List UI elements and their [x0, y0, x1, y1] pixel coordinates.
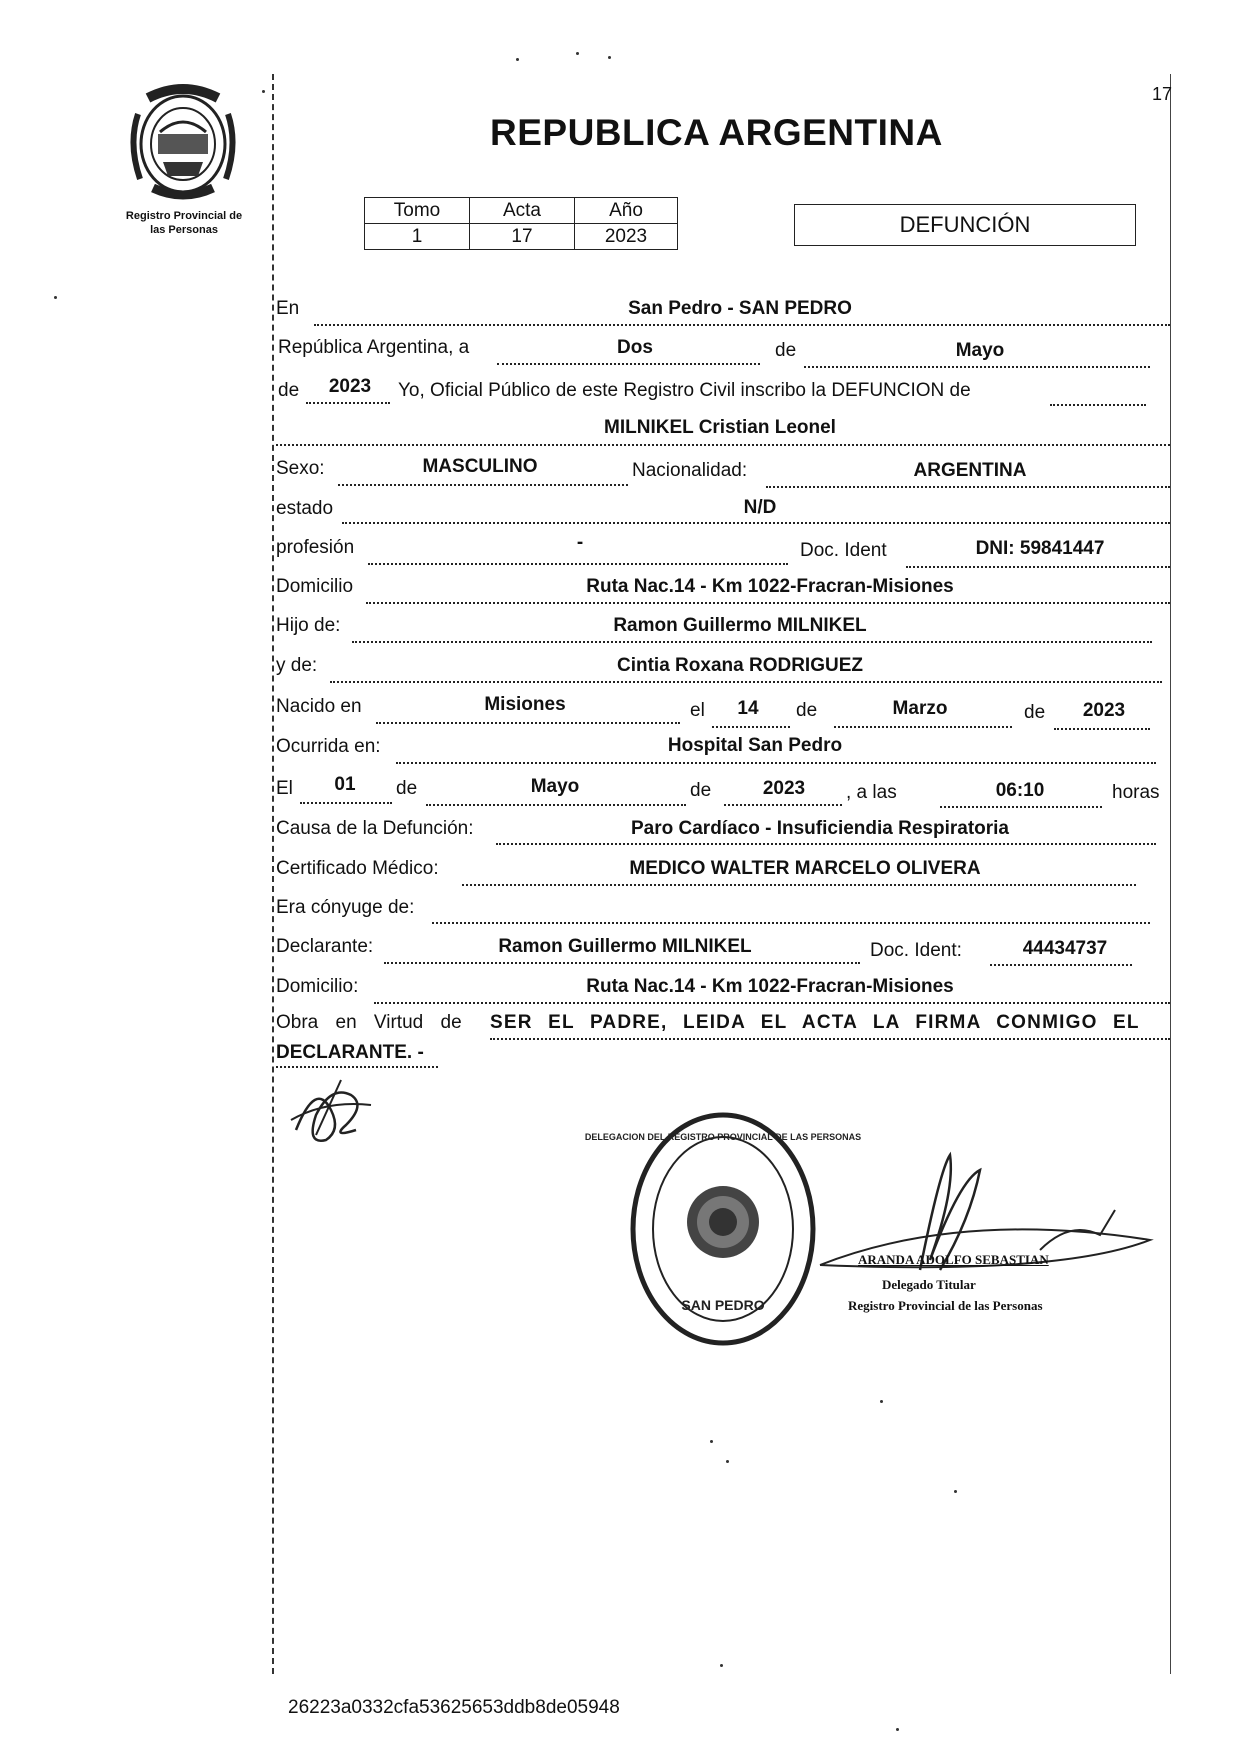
el-label: el — [690, 700, 705, 721]
dotted-line — [1050, 404, 1146, 406]
day-word-value: Dos — [617, 337, 653, 358]
republica-label: República Argentina, a — [278, 337, 470, 358]
de-label: de — [396, 778, 418, 799]
sexo-value: MASCULINO — [422, 456, 538, 477]
fallec-dia-value: 01 — [334, 774, 356, 795]
dotted-line — [396, 762, 1156, 764]
dotted-line — [497, 363, 760, 365]
dotted-line — [276, 1066, 438, 1068]
dotted-line — [432, 922, 1150, 924]
scan-speck — [726, 1460, 729, 1463]
sexo-label: Sexo: — [276, 458, 325, 479]
de-label: de — [278, 380, 300, 401]
doc-ident-label: Doc. Ident — [800, 540, 887, 561]
stamp-outer-text: DELEGACION DEL REGISTRO PROVINCIAL DE LAS PERSONAS — [584, 1132, 862, 1142]
register-header-anio: Año — [575, 198, 678, 224]
profesion-value: - — [576, 532, 584, 553]
registry-name-line1: Registro Provincial de — [125, 210, 243, 222]
scan-speck — [896, 1728, 899, 1731]
dotted-line — [342, 522, 1170, 524]
dotted-line — [314, 324, 1170, 326]
dotted-line — [804, 366, 1150, 368]
domicilio-value: Ruta Nac.14 - Km 1022-Fracran-Misiones — [586, 576, 954, 597]
profesion-label: profesión — [276, 537, 355, 558]
dotted-line — [940, 806, 1102, 808]
de-label: de — [1024, 702, 1046, 723]
nacionalidad-value: ARGENTINA — [913, 460, 1027, 481]
stamp-bottom-text: SAN PEDRO — [681, 1297, 765, 1313]
dotted-line — [990, 964, 1132, 966]
doc-ident2-label: Doc. Ident: — [870, 940, 962, 961]
dotted-line — [906, 566, 1170, 568]
padre-value: Ramon Guillermo MILNIKEL — [613, 615, 867, 636]
estado-value: N/D — [743, 497, 777, 518]
certificado-label: Certificado Médico: — [276, 858, 439, 879]
obra-text2: DECLARANTE. - — [276, 1042, 424, 1063]
scan-speck — [880, 1400, 883, 1403]
right-margin-line — [1170, 74, 1171, 1674]
dotted-line — [300, 802, 392, 804]
scan-speck — [516, 58, 519, 61]
nacionalidad-label: Nacionalidad: — [632, 460, 748, 481]
document-type-box: DEFUNCIÓN — [794, 204, 1136, 246]
causa-label: Causa de la Defunción: — [276, 818, 474, 839]
declarant-signature — [286, 1070, 376, 1150]
register-table — [364, 197, 678, 250]
dotted-line — [766, 486, 1170, 488]
scan-speck — [720, 1664, 723, 1667]
dotted-line — [376, 722, 680, 724]
dotted-line — [338, 484, 628, 486]
dotted-line — [1054, 728, 1150, 730]
hijo-label: Hijo de: — [276, 615, 341, 636]
dotted-line — [724, 804, 842, 806]
dotted-line — [426, 804, 686, 806]
hora-value: 06:10 — [995, 780, 1045, 801]
register-value-anio: 2023 — [575, 224, 678, 250]
scan-speck — [54, 296, 57, 299]
registrar-name: ARANDA ADOLFO SEBASTIAN — [858, 1252, 1049, 1267]
el-label: El — [276, 778, 293, 799]
province-seal-logo — [118, 84, 248, 202]
year-value: 2023 — [328, 376, 372, 397]
registrar-role: Delegado Titular — [882, 1277, 976, 1292]
dotted-line — [490, 1038, 1170, 1040]
page-title: REPUBLICA ARGENTINA — [490, 112, 943, 153]
inscribo-text: Yo, Oficial Público de este Registro Civil inscribo la DEFUNCION de — [398, 380, 971, 401]
de-label: de — [796, 700, 818, 721]
fallec-mes-value: Mayo — [530, 776, 580, 797]
en-label: En — [276, 298, 300, 319]
dotted-line — [374, 1002, 1170, 1004]
domicilio2-value: Ruta Nac.14 - Km 1022-Fracran-Misiones — [586, 976, 954, 997]
nacido-lugar-value: Misiones — [484, 694, 566, 715]
doc-ident-value: DNI: 59841447 — [975, 538, 1105, 559]
register-value-tomo: 1 — [365, 224, 470, 250]
dotted-line — [462, 884, 1136, 886]
document-hash: 26223a0332cfa53625653ddb8de05948 — [288, 1697, 620, 1718]
registry-name-line2: las Personas — [150, 224, 218, 236]
madre-value: Cintia Roxana RODRIGUEZ — [617, 655, 863, 676]
scan-speck — [608, 56, 611, 59]
dotted-line — [330, 681, 1162, 683]
scan-speck — [710, 1440, 713, 1443]
dotted-line — [368, 563, 788, 565]
declarante-label: Declarante: — [276, 936, 374, 957]
register-header-row — [365, 198, 678, 224]
domicilio-label: Domicilio — [276, 576, 354, 597]
register-header-acta: Acta — [470, 198, 575, 224]
fallec-anio-value: 2023 — [762, 778, 806, 799]
de-label: de — [775, 340, 797, 361]
dotted-line — [496, 843, 1156, 845]
declarante-value: Ramon Guillermo MILNIKEL — [498, 936, 752, 957]
conyuge-label: Era cónyuge de: — [276, 897, 415, 918]
dotted-line — [276, 444, 1170, 446]
registrar-registry: Registro Provincial de las Personas — [848, 1298, 1043, 1313]
registrar-signature — [810, 1150, 1160, 1300]
obra-text: SER EL PADRE, LEIDA EL ACTA LA FIRMA CONMIGO EL — [490, 1012, 1140, 1033]
obra-label: Obra en Virtud de — [276, 1012, 462, 1033]
scan-speck — [576, 52, 579, 55]
register-header-tomo: Tomo — [365, 198, 470, 224]
page-number: 17 — [1152, 84, 1173, 104]
nacido-label: Nacido en — [276, 696, 362, 717]
place-value: San Pedro - SAN PEDRO — [628, 298, 852, 319]
left-margin-line — [272, 74, 274, 1674]
dotted-line — [384, 962, 860, 964]
scan-speck — [262, 90, 265, 93]
register-value-acta: 17 — [470, 224, 575, 250]
estado-label: estado — [276, 498, 334, 519]
scan-speck — [954, 1490, 957, 1493]
horas-label: horas — [1112, 782, 1160, 803]
alas-label: , a las — [846, 782, 897, 803]
dotted-line — [306, 402, 390, 404]
month-value: Mayo — [955, 340, 1005, 361]
nacido-anio-value: 2023 — [1082, 700, 1126, 721]
de-label: de — [690, 780, 712, 801]
domicilio2-label: Domicilio: — [276, 976, 359, 997]
dotted-line — [712, 726, 790, 728]
dotted-line — [834, 726, 1012, 728]
register-value-row — [365, 224, 678, 250]
dotted-line — [352, 641, 1152, 643]
registry-name — [104, 209, 264, 237]
causa-value: Paro Cardíaco - Insuficiendia Respiratoria — [631, 818, 1009, 839]
ocurrida-value: Hospital San Pedro — [667, 735, 843, 756]
certificado-value: MEDICO WALTER MARCELO OLIVERA — [629, 858, 981, 879]
official-stamp — [584, 1110, 862, 1348]
dotted-line — [366, 602, 1170, 604]
ocurrida-label: Ocurrida en: — [276, 736, 381, 757]
nacido-mes-value: Marzo — [892, 698, 948, 719]
deceased-name-value: MILNIKEL Cristian Leonel — [604, 417, 836, 438]
declarante-doc-value: 44434737 — [1022, 938, 1108, 959]
y-de-label: y de: — [276, 655, 318, 676]
nacido-dia-value: 14 — [737, 698, 759, 719]
